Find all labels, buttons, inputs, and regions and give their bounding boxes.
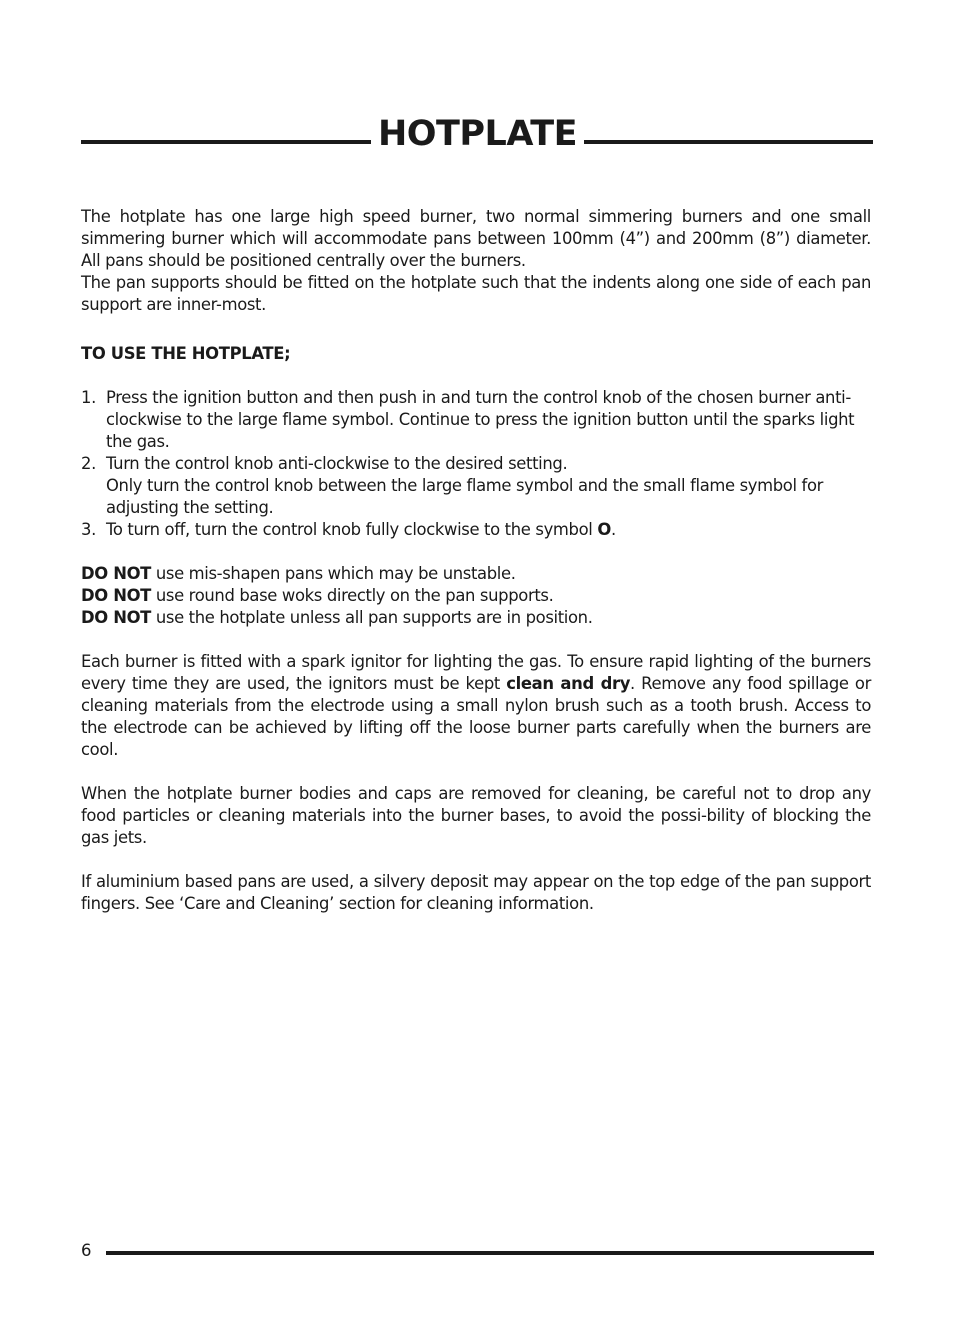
usage-heading: TO USE THE HOTPLATE; (81, 344, 291, 363)
cleaning-paragraph: When the hotplate burner bodies and caps are removed for cleaning, be careful not to drop any food particles or cleaning materials into the burner bases, to avoid the possi-bility of blocking the gas jets. (81, 784, 871, 847)
step-text: Turn the control knob anti-clockwise to the desired setting. (106, 454, 568, 473)
list-item (81, 453, 871, 519)
warning-line (81, 585, 871, 607)
ignitor-paragraph: Each burner is fitted with a spark ignitor for lighting the gas. To ensure rapid lighting of the burners every time they are used, the ignitors must be kept clean and dry. Remove any food spillage or cleaning materials from the electrode using a small nylon brush such as a tooth brush. Access to the electrode can be achieved by lifting off the loose burner parts carefully when the burners are cool. (81, 652, 871, 759)
off-symbol: O (597, 520, 611, 539)
aluminium-paragraph: If aluminium based pans are used, a silvery deposit may appear on the top edge of the pan support fingers. See ‘Care and Cleaning’ section for cleaning information. (81, 872, 871, 913)
pan-support-paragraph: The pan supports should be fitted on the hotplate such that the indents along one side of each pan support are inner-most. (81, 273, 871, 314)
step-text: Press the ignition button and then push in and turn the control knob of the chosen burner anti-clockwise to the large flame symbol. Continue to press the ignition button until the sparks light the gas. (106, 388, 855, 451)
warning-text: use the hotplate unless all pan supports are in position. (150, 608, 593, 627)
header-rule-left (81, 140, 371, 144)
warning-line (81, 607, 871, 629)
step-number: 1. (81, 388, 96, 407)
warning-label: DO NOT (81, 586, 151, 605)
step-number: 2. (81, 454, 96, 473)
usage-steps-list (81, 387, 871, 541)
warning-label: DO NOT (81, 564, 151, 583)
header-rule-right (584, 140, 873, 144)
footer-rule (106, 1251, 874, 1255)
step-text-continued: Only turn the control knob between the large flame symbol and the small flame symbol for adjusting the setting. (106, 476, 824, 517)
warning-text: use round base woks directly on the pan supports. (150, 586, 554, 605)
step-number: 3. (81, 520, 96, 539)
page-title: HOTPLATE (377, 114, 578, 154)
page-content (81, 206, 871, 915)
step-text: To turn off, turn the control knob fully clockwise to the symbol (106, 520, 598, 539)
intro-paragraph: The hotplate has one large high speed burner, two normal simmering burners and one small simmering burner which will accommodate pans between 100mm (4”) and 200mm (8”) diameter. All pans should be positioned centrally over the burners. (81, 207, 871, 270)
list-item (81, 387, 871, 453)
warning-line (81, 563, 871, 585)
page-number: 6 (81, 1241, 92, 1260)
page-header (81, 110, 873, 158)
step-text-end: . (610, 520, 616, 539)
warning-label: DO NOT (81, 608, 151, 627)
ignitor-emphasis: clean and dry (506, 674, 631, 693)
list-item (81, 519, 871, 541)
warning-text: use mis-shapen pans which may be unstable. (150, 564, 516, 583)
